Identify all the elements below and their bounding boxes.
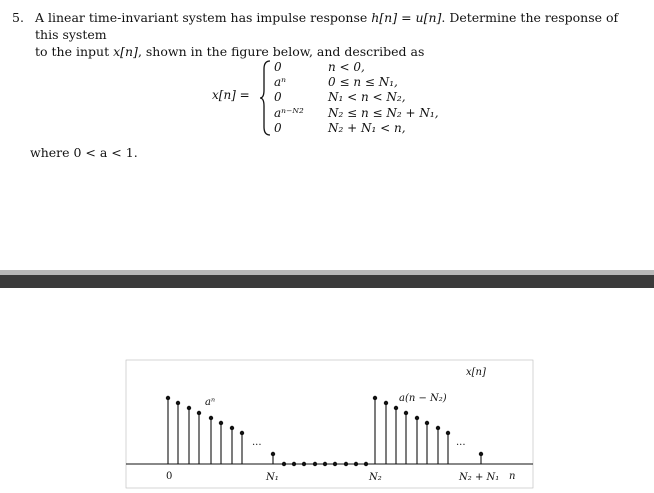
statement-line1-a: A linear time-invariant system has impulse response [35, 10, 372, 25]
problem-text [35, 9, 642, 60]
zero-sample [344, 462, 348, 466]
ellipsis-1: ... [252, 437, 262, 448]
tick-N2-plus-N1: N₂ + N₁ [459, 472, 500, 483]
zero-sample [364, 462, 368, 466]
sample-an-dot [219, 421, 223, 425]
sample-an-dot [197, 411, 201, 415]
figure-frame [126, 360, 533, 488]
zero-sample [302, 462, 306, 466]
tick-N2: N₂ [369, 472, 382, 483]
figure-title: x[n] [466, 367, 486, 378]
label-shifted: a(n − N₂) [399, 393, 447, 404]
tick-n: n [509, 471, 516, 482]
sample-shifted-dot [415, 416, 419, 420]
sample-an-dot [209, 416, 213, 420]
sample-shifted-end-dot [479, 452, 483, 456]
input-signal-expr: x[n] [113, 44, 138, 59]
piecewise-equation: x[n] = 0 n < 0, aⁿ 0 ≤ n ≤ N₁, 0 N₁ < n < N₂, aⁿ⁻ᴺ² N₂ ≤ n ≤ N₂ + N₁, 0 N₂ + N₁ < n, [212, 60, 439, 135]
problem-number: 5. [12, 10, 24, 25]
sample-shifted-dot [446, 431, 450, 435]
divider-dark [0, 275, 654, 288]
equation-lhs: x[n] = [212, 88, 250, 102]
zero-sample [354, 462, 358, 466]
statement-line2-a: to the input [35, 44, 114, 59]
impulse-response-expr: h[n] = u[n] [371, 10, 442, 25]
sample-an-dot [187, 406, 191, 410]
ellipsis-2: ... [456, 437, 466, 448]
sample-shifted-dot [436, 426, 440, 430]
signal-figure [0, 288, 654, 493]
sample-an-n1-dot [271, 452, 275, 456]
zero-sample [292, 462, 296, 466]
sample-an-dot [240, 431, 244, 435]
sample-shifted-dot [384, 401, 388, 405]
sample-shifted-dot [404, 411, 408, 415]
statement-line2-c: , shown in the figure below, and described as [137, 44, 425, 59]
zero-sample [323, 462, 327, 466]
tick-N1: N₁ [266, 472, 279, 483]
sample-an-dot [166, 396, 170, 400]
label-an: aⁿ [205, 397, 216, 408]
zero-sample [333, 462, 337, 466]
problem-statement [12, 9, 642, 60]
sample-shifted-dot [425, 421, 429, 425]
zero-sample [313, 462, 317, 466]
statement-line1-c: . Determine the response of this system [35, 10, 619, 42]
zero-sample [282, 462, 286, 466]
sample-shifted-dot [394, 406, 398, 410]
sample-shifted-dot [373, 396, 377, 400]
left-brace [259, 60, 271, 136]
where-condition: where 0 < a < 1. [30, 145, 138, 160]
tick-0: 0 [166, 471, 173, 482]
sample-an-dot [176, 401, 180, 405]
sample-an-dot [230, 426, 234, 430]
